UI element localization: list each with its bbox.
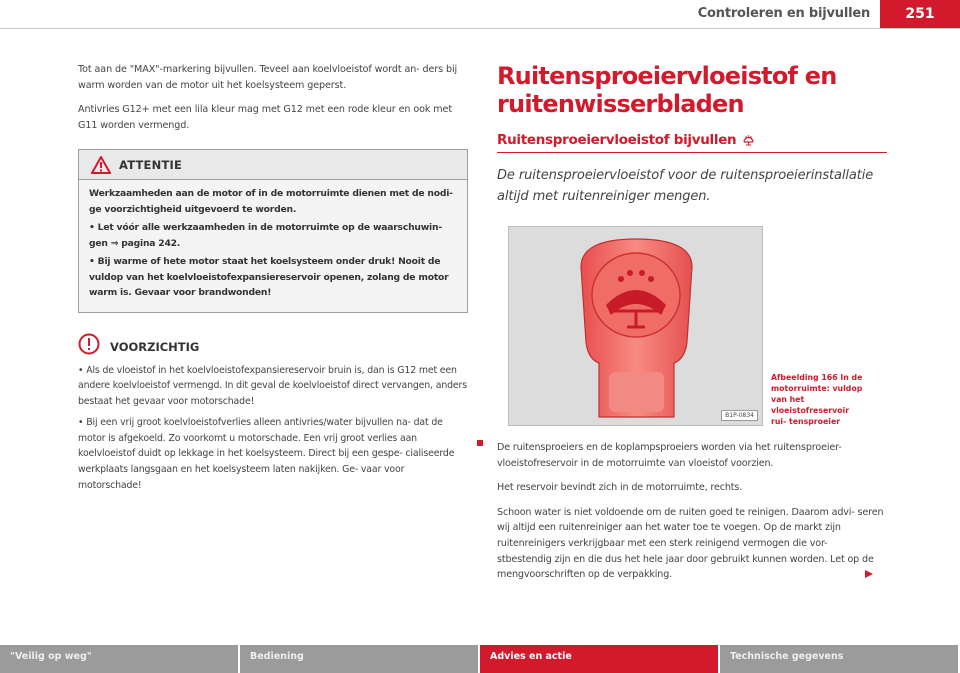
- footer-nav: [0, 645, 960, 673]
- continue-arrow-icon: [863, 568, 875, 580]
- warning-title: ATTENTIE: [119, 157, 183, 172]
- caution-title: VOORZICHTIG: [110, 339, 200, 354]
- paragraph-antifreeze: Antivries G12+ met een lila kleur mag met G12 met een rode kleur en ook met G11 worden vermengd.: [78, 104, 452, 131]
- left-column: [78, 62, 468, 499]
- section-title: Controleren en bijvullen: [697, 6, 870, 21]
- paragraph-reservoir-location: Het reservoir bevindt zich in de motorruimte, rechts.: [497, 482, 743, 494]
- caution-circle-icon: [78, 333, 100, 355]
- warning-body: [79, 180, 467, 312]
- subheading: Ruitensproeiervloeistof bijvullen: [497, 132, 737, 148]
- right-body: [497, 440, 885, 592]
- warning-item: • Bij warme of hete motor staat het koelsysteem onder druk! Nooit de vuldop van het koelvloeistofexpansiereservoir openen, zolang de motor warm is. Gevaar voor brandwonden!: [89, 256, 449, 298]
- footer-tab-advies[interactable]: Advies en actie: [480, 645, 720, 673]
- footer-tab-technisch[interactable]: Technische gegevens: [720, 645, 960, 673]
- footer-tab-veilig[interactable]: "Veilig op weg": [0, 645, 240, 673]
- figure-washer-cap: [508, 226, 763, 426]
- washer-cap-illustration: [509, 227, 763, 426]
- warning-triangle-icon: [91, 156, 111, 174]
- page-number: 251: [880, 0, 960, 28]
- paragraph-sprayers: De ruitensproeiers en de koplampsproeiers worden via het ruitensproeier- vloeistofreservoir in de motorruimte van vloeistof voorzien.: [497, 442, 842, 469]
- paragraph-fill-to-max: Tot aan de "MAX"-markering bijvullen. Teveel aan koelvloeistof wordt an- ders bij warm worden van de motor uit het koelsysteem geperst.: [78, 64, 458, 91]
- right-column: [497, 62, 887, 207]
- header-divider: [0, 28, 960, 29]
- caution-item: • Als de vloeistof in het koelvloeistofexpansiereservoir bruin is, dan is G12 met een andere koelvloeistof vermengd. In dit geval de koelvloeistof direct vervangen, anders bestaat het gevaar voor motorschade!: [78, 364, 467, 407]
- figure-code: B1P-0834: [721, 410, 758, 421]
- warning-header: [79, 150, 467, 180]
- warning-item: Werkzaamheden aan de motor of in de motorruimte dienen met de nodi- ge voorzichtigheid uitgevoerd te worden.: [89, 188, 453, 215]
- caution-header: [78, 333, 468, 355]
- intro-text: De ruitensproeiervloeistof voor de ruitensproeierinstallatie altijd met ruitenreiniger mengen.: [497, 168, 874, 204]
- footer-tab-bediening[interactable]: Bediening: [240, 645, 480, 673]
- section-end-marker: [477, 440, 483, 446]
- caution-item: • Bij een vrij groot koelvloeistofverlies alleen antivries/water bijvullen na- dat de motor is afgekoeld. Zo voorkomt u motorschade. Een vrij groot verlies aan koelvloeistof duidt op lekkage in het koelsysteem. Direct bij een gespe- cialiseerde werkplaats langsgaan en het koelsysteem laten nakijken. Ge- vaar voor motorschade!: [78, 417, 455, 491]
- chapter-title: Ruitensproeiervloeistof en ruitenwisserbladen: [497, 62, 837, 118]
- washer-fluid-icon: [742, 134, 755, 147]
- subheading-row: [497, 132, 887, 153]
- caution-body: [78, 363, 468, 494]
- figure-caption: Afbeelding 166 In de motorruimte: vuldop van het vloeistofreservoir rui- tensproeier: [771, 373, 863, 426]
- warning-box: [78, 149, 468, 313]
- paragraph-cleaner: Schoon water is niet voldoende om de ruiten goed te reinigen. Daarom advi- seren wij altijd een ruitenreiniger aan het water toe te voegen. Op de markt zijn ruitenreinigers verkrijgbaar met een sterk reinigend vermogen die vor- stbestendig zijn en die dus het hele jaar door gebruikt kunnen worden. Let op de mengvoorschriften op de verpakking.: [497, 506, 884, 581]
- warning-item: • Let vóór alle werkzaamheden in de motorruimte op de waarschuwin- gen ⇒ pagina 242.: [89, 222, 442, 249]
